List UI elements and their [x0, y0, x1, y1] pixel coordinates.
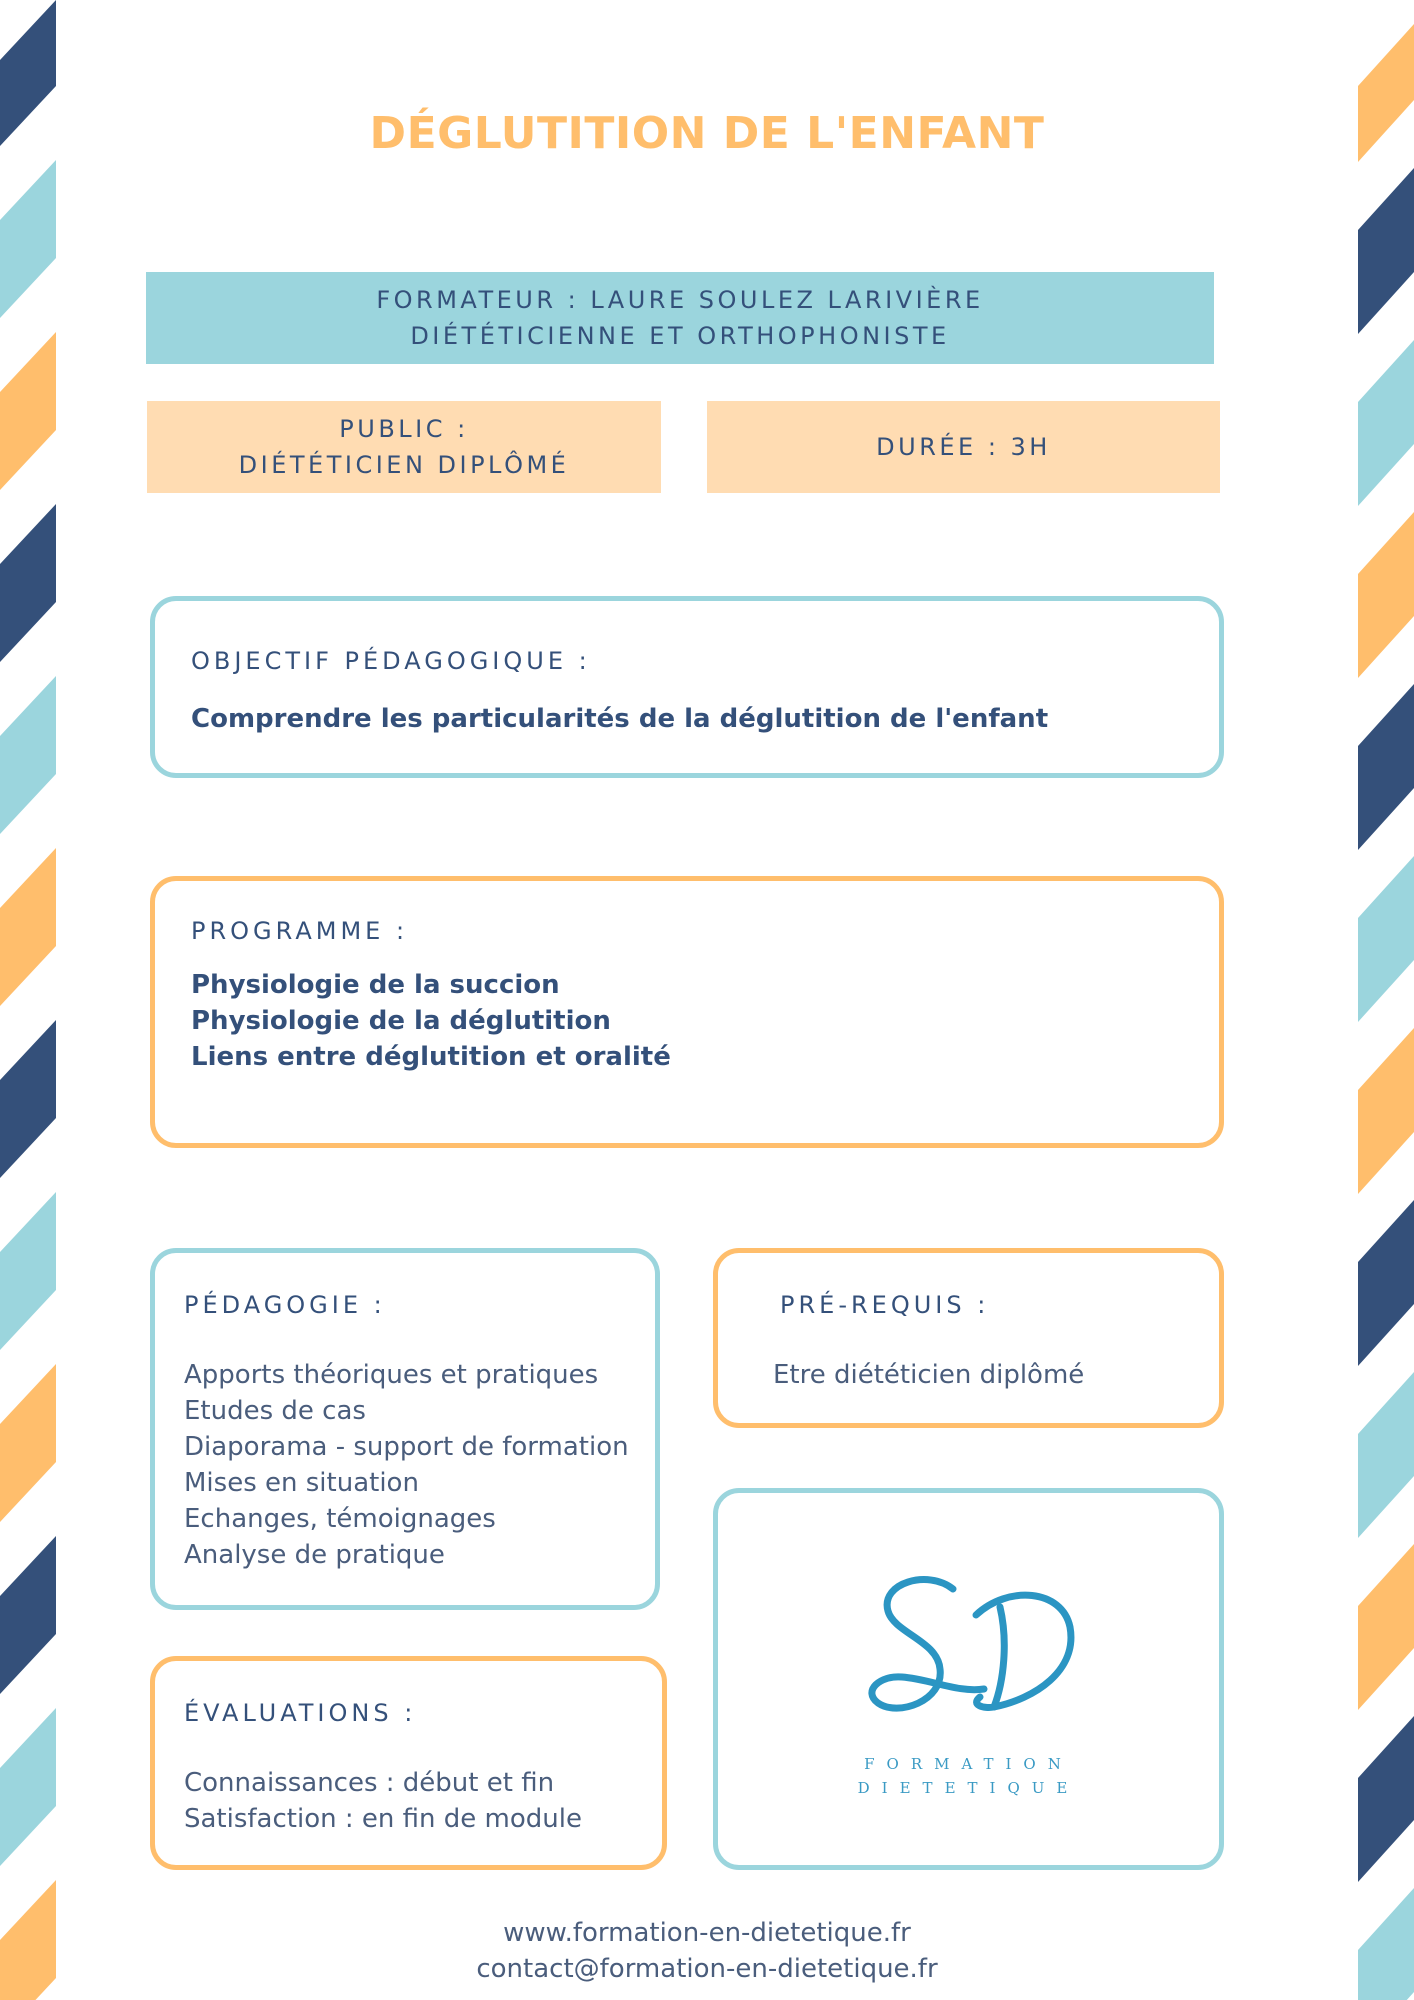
trainer-name: FORMATEUR : LAURE SOULEZ LARIVIÈRE: [376, 286, 984, 314]
audience-label: PUBLIC :: [339, 415, 469, 443]
evaluations-card: [150, 1656, 667, 1870]
page-title: DÉGLUTITION DE L'ENFANT: [369, 108, 1045, 159]
pedagogy-item: Mises en situation: [184, 1468, 419, 1498]
logo-card: [713, 1488, 1224, 1870]
pedagogy-item: Diaporama - support de formation: [184, 1432, 629, 1462]
trainer-banner: [146, 272, 1214, 364]
duration-text: DURÉE : 3H: [876, 433, 1051, 461]
logo-text-line2: DIETETIQUE: [857, 1779, 1080, 1797]
evaluations-item: Connaissances : début et fin: [184, 1768, 555, 1798]
audience-banner: [147, 401, 661, 493]
pedagogy-list: [184, 1357, 629, 1573]
programme-card: [150, 876, 1224, 1148]
right-stripe-border: [1358, 0, 1414, 2000]
footer-website[interactable]: www.formation-en-dietetique.fr: [503, 1918, 911, 1948]
trainer-role: DIÉTÉTICIENNE ET ORTHOPHONISTE: [410, 322, 950, 350]
programme-item: Liens entre déglutition et oralité: [191, 1042, 671, 1072]
sd-logo-icon: [858, 1571, 1088, 1731]
left-stripe-border: [0, 0, 56, 2000]
prerequisites-heading: PRÉ-REQUIS :: [780, 1291, 990, 1319]
pedagogy-heading: PÉDAGOGIE :: [184, 1291, 386, 1319]
pedagogy-item: Etudes de cas: [184, 1396, 366, 1426]
programme-heading: PROGRAMME :: [191, 917, 409, 945]
programme-item: Physiologie de la déglutition: [191, 1006, 611, 1036]
objective-card: [150, 596, 1224, 778]
pedagogy-card: [150, 1248, 660, 1610]
pedagogy-item: Apports théoriques et pratiques: [184, 1360, 599, 1390]
left-stripes-graphic: [0, 0, 56, 2000]
logo-text-line1: FORMATION: [864, 1755, 1073, 1773]
right-stripes-graphic: [1358, 0, 1414, 2000]
programme-item: Physiologie de la succion: [191, 970, 560, 1000]
audience-value: DIÉTÉTICIEN DIPLÔMÉ: [238, 451, 570, 479]
evaluations-list: [184, 1765, 582, 1837]
objective-heading: OBJECTIF PÉDAGOGIQUE :: [191, 647, 591, 675]
pedagogy-item: Echanges, témoignages: [184, 1504, 496, 1534]
prerequisites-card: [713, 1248, 1224, 1428]
logo-monogram: SD: [858, 1571, 860, 1572]
duration-banner: [707, 401, 1220, 493]
pedagogy-item: Analyse de pratique: [184, 1540, 445, 1570]
evaluations-item: Satisfaction : en fin de module: [184, 1804, 582, 1834]
evaluations-heading: ÉVALUATIONS :: [184, 1699, 417, 1727]
programme-list: [191, 967, 671, 1075]
objective-text: Comprendre les particularités de la déglutition de l'enfant: [191, 704, 1049, 734]
footer-email[interactable]: contact@formation-en-dietetique.fr: [476, 1954, 938, 1984]
prerequisites-text: Etre diététicien diplômé: [773, 1360, 1085, 1390]
